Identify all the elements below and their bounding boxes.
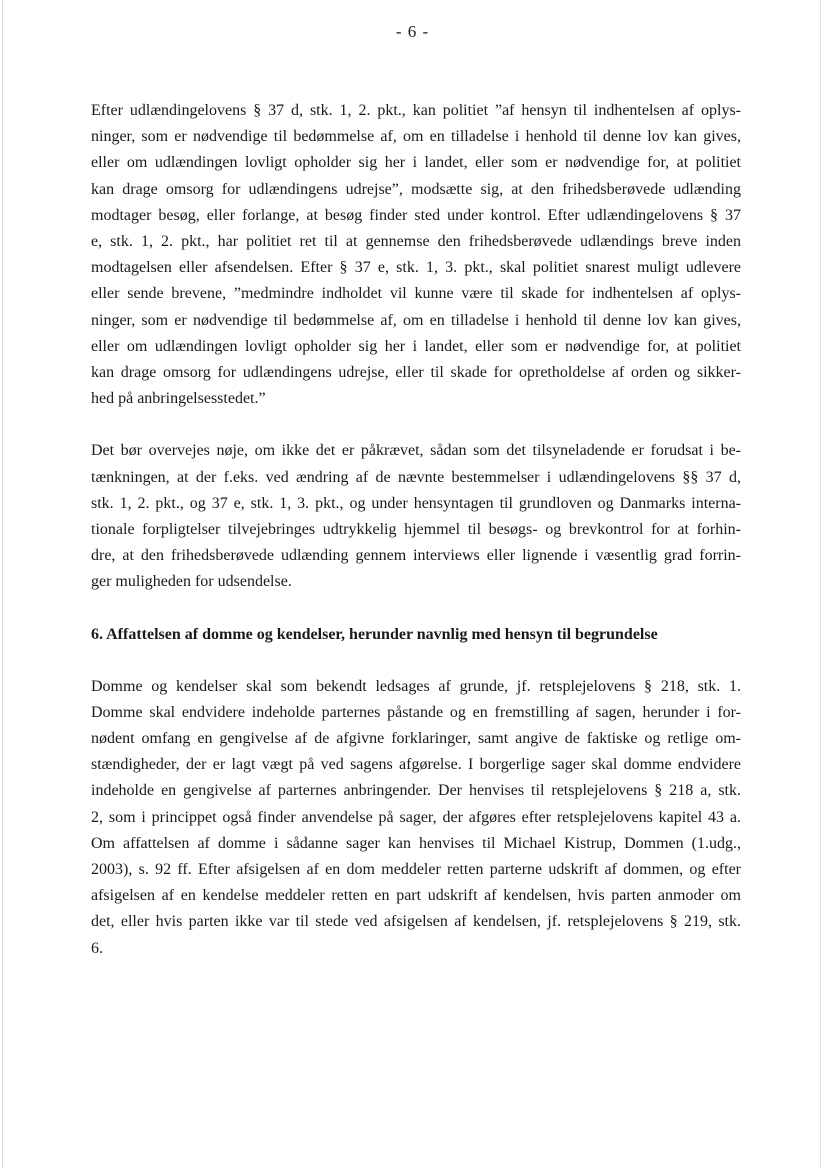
text-line: eller sende brevene, ”medmindre indholdet vil kunne være til skade for indhentelsen af oplys-	[91, 285, 741, 303]
scan-edge-left	[2, 0, 3, 1168]
text-line: Om affattelsen af domme i sådanne sager kan henvises til Michael Kistrup, Dommen (1.udg.,	[91, 834, 741, 852]
section-spacer	[91, 648, 741, 674]
text-line: ger muligheden for udsendelse.	[91, 573, 292, 591]
paragraph-2	[91, 438, 741, 595]
text-line: dre, at den frihedsberøvede udlænding gennem interviews eller lignende i væsentlig grad forrin-	[91, 547, 741, 565]
text-line: afsigelsen af en kendelse meddeler retten en part udskrift af kendelsen, hvis parten anmoder om	[91, 887, 741, 905]
text-line: tionale forpligtelser tilvejebringes udtrykkelig hjemmel til besøgs- og brevkontrol for at forhin-	[91, 521, 741, 539]
scan-edge-right	[820, 0, 821, 1168]
paragraph-1	[91, 98, 741, 412]
page-number: - 6 -	[395, 22, 430, 41]
text-line: Efter udlændingelovens § 37 d, stk. 1, 2. pkt., kan politiet ”af hensyn til indhentelsen af oplys-	[91, 102, 741, 119]
text-line: Det bør overvejes nøje, om ikke det er påkrævet, sådan som det tilsyneladende er forudsat i be-	[91, 442, 741, 460]
text-line: nødent omfang en gengivelse af de afgivne forklaringer, samt angive de faktiske og retlige om-	[91, 730, 741, 748]
text-line: indeholde en gengivelse af parternes anbringender. Der henvises til retsplejelovens § 218 a, stk.	[91, 782, 741, 800]
text-line: eller om udlændingen lovligt opholder sig her i landet, eller som er nødvendige for, at politiet	[91, 337, 741, 355]
text-line: det, eller hvis parten ikke var til stede ved afsigelsen af kendelsen, jf. retsplejelovens § 219, stk.	[91, 913, 741, 931]
text-line: kan drage omsorg for udlændingens udrejse”, modsætte sig, at den frihedsberøvede udlænding	[91, 180, 741, 198]
text-line: 2003), s. 92 ff. Efter afsigelsen af en dom meddeler retten parterne udskrift af dommen, og efter	[91, 861, 741, 879]
text-line: modtager besøg, eller forlange, at besøg finder sted under kontrol. Efter udlændingelovens § 37	[91, 206, 741, 224]
text-line: Domme skal endvidere indeholde parternes påstande og en fremstilling af sagen, herunder i for-	[91, 703, 741, 721]
section-spacer	[91, 596, 741, 622]
text-line: kan drage omsorg for udlændingens udrejse, eller til skade for opretholdelse af orden og sikker-	[91, 364, 741, 382]
section-heading: 6. Affattelsen af domme og kendelser, herunder navnlig med hensyn til begrundelse	[91, 625, 658, 643]
document-body	[91, 98, 741, 962]
paragraph-spacer	[91, 412, 741, 438]
text-line: modtagelsen eller afsendelsen. Efter § 37 e, stk. 1, 3. pkt., skal politiet snarest muligt udlevere	[91, 259, 741, 277]
text-line: hed på anbringelsesstedet.”	[91, 390, 266, 408]
text-line: Domme og kendelser skal som bekendt ledsages af grunde, jf. retsplejelovens § 218, stk. 1.	[91, 677, 741, 695]
text-line: 2, som i princippet også finder anvendelse på sager, der afgøres efter retsplejelovens kapitel 43 a.	[91, 808, 741, 826]
text-line: ninger, som er nødvendige til bedømmelse af, om en tilladelse i henhold til denne lov kan gives,	[91, 128, 741, 146]
text-line: stændigheder, der er lagt vægt på ved sagens afgørelse. I borgerlige sager skal domme endvidere	[91, 756, 741, 774]
text-line: e, stk. 1, 2. pkt., har politiet ret til at gennemse den frihedsberøvede udlændings breve inden	[91, 233, 741, 251]
text-line: eller om udlændingen lovligt opholder sig her i landet, eller som er nødvendige for, at politiet	[91, 154, 741, 172]
text-line: tænkningen, at der f.eks. ved ændring af de nævnte bestemmelser i udlændingelovens §§ 37 d,	[91, 468, 741, 486]
text-line: stk. 1, 2. pkt., og 37 e, stk. 1, 3. pkt., og under hensyntagen til grundloven og Danmarks interna-	[91, 494, 741, 512]
paragraph-3	[91, 674, 741, 962]
text-line: ninger, som er nødvendige til bedømmelse af, om en tilladelse i henhold til denne lov kan gives,	[91, 311, 741, 329]
text-line: 6.	[91, 939, 103, 957]
